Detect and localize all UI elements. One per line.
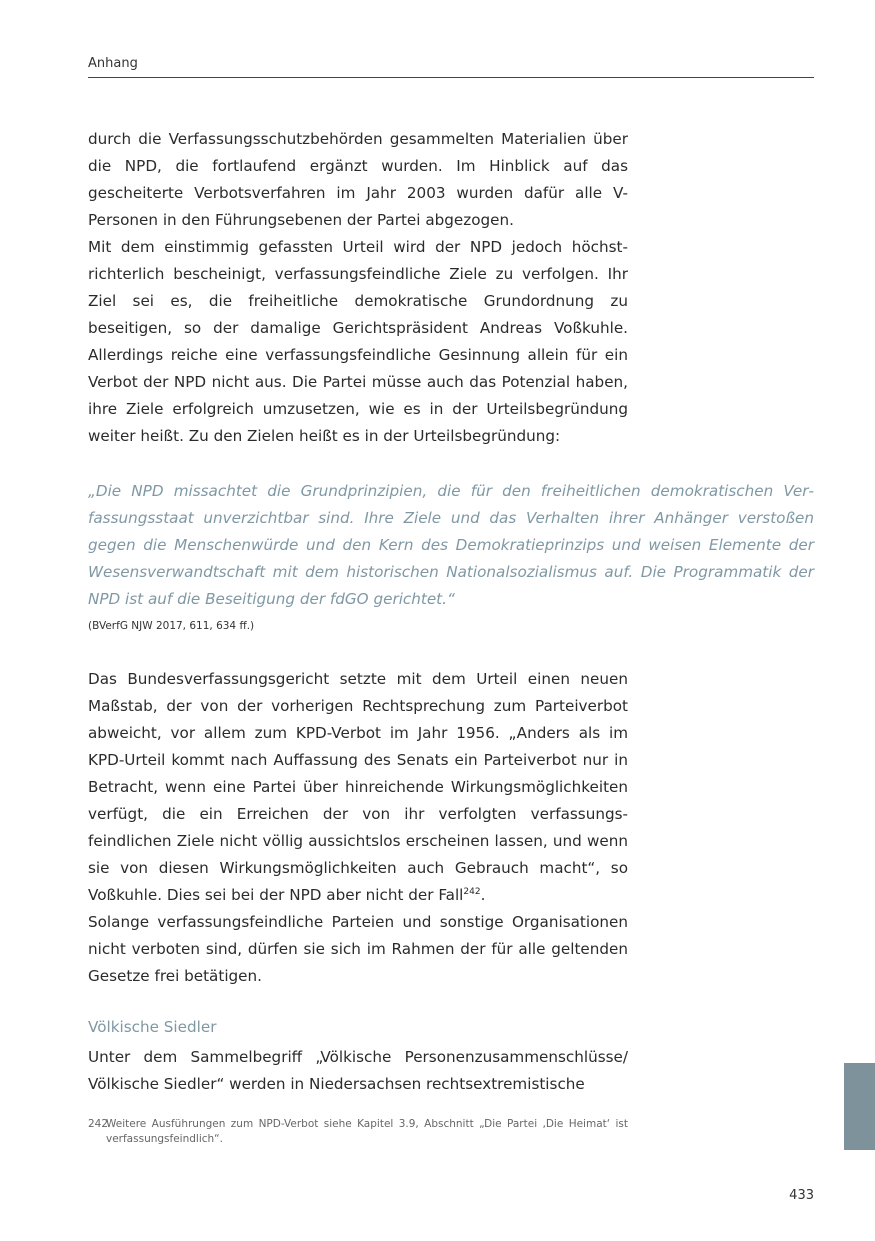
footnote-reference[interactable]: 242 (463, 886, 481, 897)
paragraph: Solange verfassungsfeindliche Parteien und sonstige Organisationen nicht verboten sind, dürfen sie sich im Rahmen der für alle geltenden Gesetze frei betätigen. (88, 913, 628, 985)
section-heading: Völkische Siedler (88, 1018, 217, 1036)
body-section-2 (88, 666, 628, 990)
paragraph-end: . (480, 886, 486, 904)
footnote-number: 242 (88, 1118, 109, 1130)
footnote (88, 1117, 628, 1147)
paragraph-text: Das Bundesverfassungsgericht setzte mit dem Urteil einen neuen Maßstab, der von der vorherigen Rechtsprechung zum Parteiverbot abweicht, vor allem zum KPD-Verbot im Jahr 1956. „Anders als im KPD-Urteil kommt nach Auffassung des Senats ein Parteiverbot nur in Betracht, wenn eine Partei über hinreichende Wirkungsmöglichkeiten verfügt, die ein Erreichen der von ihr verfolgten verfassungsfeindlichen Ziele nicht völlig aussichtslos erscheinen lassen, und wenn sie von diesen Wirkungsmöglichkeiten auch Gebrauch macht“, so Voßkuhle. Dies sei bei der NPD aber nicht der Fall (88, 670, 628, 904)
running-header (88, 56, 814, 78)
body-section-3 (88, 1044, 628, 1098)
chapter-side-tab (844, 1063, 875, 1150)
header-title: Anhang (88, 56, 138, 71)
paragraph (88, 666, 628, 909)
block-quote: „Die NPD missachtet die Grundprinzipien, die für den freiheitlichen demokratischen Verfassungsstaat unverzichtbar sind. Ihre Ziele und das Verhalten ihrer Anhänger verstoßen gegen die Menschenwürde und den Kern des Demokratieprinzips und weisen Elemente der Wesensverwandtschaft mit dem historischen Nationalsozialismus auf. Die Programmatik der NPD ist auf die Beseitigung der fdGO gerichtet.“ (88, 482, 814, 608)
quote-citation: (BVerfG NJW 2017, 611, 634 ff.) (88, 620, 255, 632)
page-number: 433 (789, 1188, 814, 1203)
body-section-1 (88, 126, 628, 450)
footnote-text: Weitere Ausführungen zum NPD-Verbot siehe Kapitel 3.9, Abschnitt „Die Partei ‚Die Heimat‘ ist verfassungsfeindlich“. (106, 1118, 628, 1145)
paragraph: Mit dem einstimmig gefassten Urteil wird der NPD jedoch höchstrichterlich bescheinigt, verfassungsfeindliche Ziele zu verfolgen. Ihr Ziel sei es, die freiheitliche demokratische Grundordnung zu beseitigen, so der damalige Gerichtspräsident Andreas Voßkuhle. Allerdings reiche eine verfassungsfeindliche Gesinnung allein für ein Verbot der NPD nicht aus. Die Partei müsse auch das Potenzial haben, ihre Ziele erfolgreich umzusetzen, wie es in der Urteilsbegründung weiter heißt. Zu den Zielen heißt es in der Urteilsbegründung: (88, 238, 628, 445)
paragraph: Unter dem Sammelbegriff „Völkische Personenzusammenschlüsse/ Völkische Siedler“ werden in Niedersachsen rechtsextremistische (88, 1048, 628, 1093)
paragraph: durch die Verfassungsschutzbehörden gesammelten Materialien über die NPD, die fortlaufend ergänzt wurden. Im Hinblick auf das gescheiterte Verbotsverfahren im Jahr 2003 wurden dafür alle V-Personen in den Führungsebenen der Partei abgezogen. (88, 130, 628, 229)
